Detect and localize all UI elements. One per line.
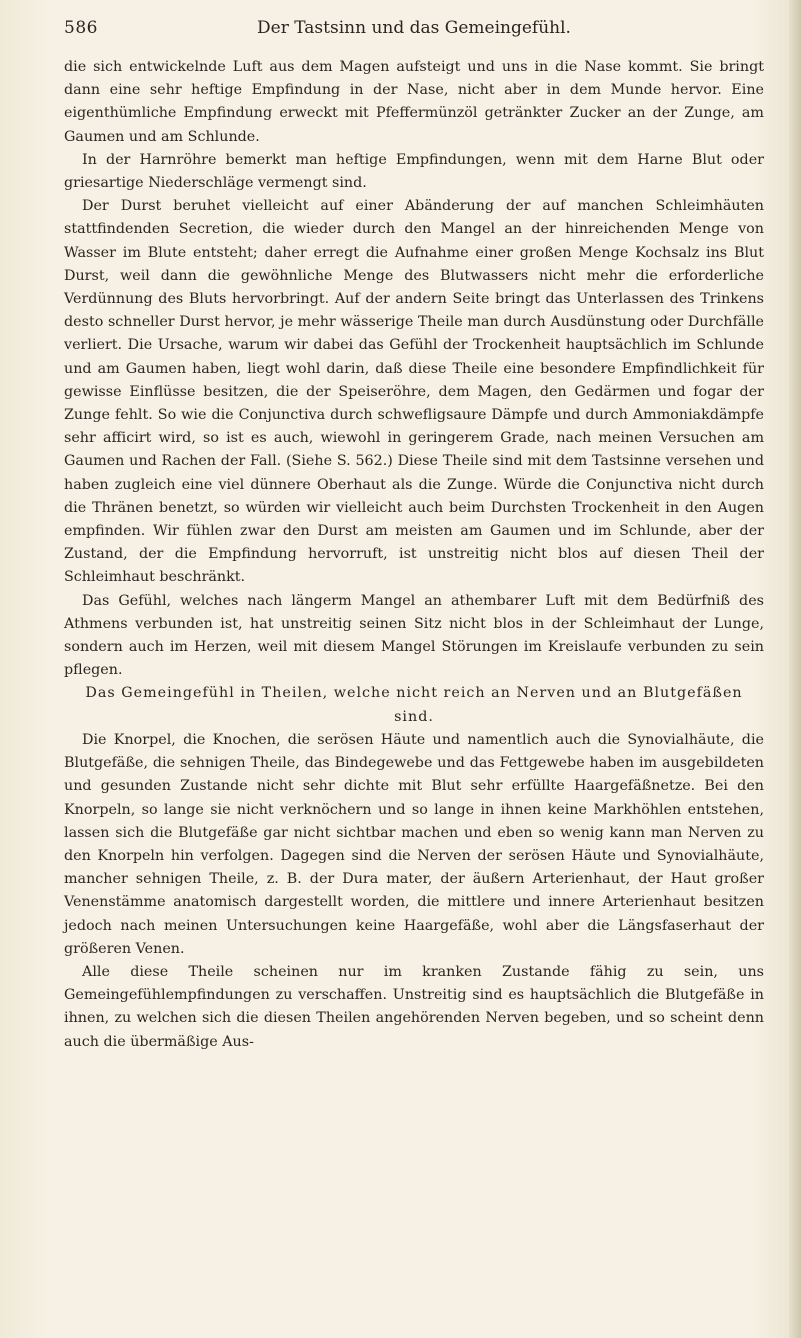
page-edge	[789, 0, 801, 1338]
paragraph: Alle diese Theile scheinen nur im kranken Zustande fähig zu sein, uns Gemeingefühlempfindungen zu verschaffen. Unstreitig sind es hauptsächlich die Blutgefäße in ihnen, zu welchen sich die diesen Theilen angehörenden Nerven begeben, und so scheint denn auch die übermäßige Aus-	[64, 963, 764, 1050]
page-number: 586	[64, 18, 98, 38]
body-text	[64, 56, 764, 1054]
running-header	[64, 16, 764, 46]
running-title: Der Tastsinn und das Gemeingefühl.	[257, 18, 571, 38]
paragraph: die sich entwickelnde Luft aus dem Magen aufsteigt und uns in die Nase kommt. Sie bringt dann eine sehr heftige Empfindung in der Nase, nicht aber in dem Munde hervor. Eine eigenthümliche Empfindung erweckt mit Pfeffermünzöl getränkter Zucker an der Zunge, am Gaumen und am Schlunde.	[64, 59, 764, 145]
section-heading: Das Gemeingefühl in Theilen, welche nicht reich an Nerven und an Blutgefäßen sind.	[85, 685, 743, 725]
paragraph: In der Harnröhre bemerkt man heftige Empfindungen, wenn mit dem Harne Blut oder griesartige Niederschläge vermengt sind.	[64, 151, 764, 192]
paragraph: Die Knorpel, die Knochen, die serösen Häute und namentlich auch die Synovialhäute, die Blutgefäße, die sehnigen Theile, das Bindegewebe und das Fettgewebe haben im ausgebildeten und gesunden Zustande nicht sehr dichte mit Blut sehr erfüllte Haargefäßnetze. Bei den Knorpeln, so lange sie nicht verknöchern und so lange in ihnen keine Markhöhlen entstehen, lassen sich die Blutgefäße gar nicht sichtbar machen und eben so wenig kann man Nerven zu den Knorpeln hin verfolgen. Dagegen sind die Nerven der serösen Häute und Synovialhäute, mancher sehnigen Theile, z. B. der Dura mater, der äußern Arterienhaut, der Haut großer Venenstämme anatomisch dargestellt worden, die mittlere und innere Arterienhaut besitzen jedoch nach meinen Untersuchungen keine Haargefäße, wohl aber die Längsfaserhaut der größeren Venen.	[64, 731, 764, 957]
paragraph: Der Durst beruhet vielleicht auf einer Abänderung der auf manchen Schleimhäuten stattfindenden Secretion, die wieder durch den Mangel an der hinreichenden Menge von Wasser im Blute entsteht; daher erregt die Aufnahme einer großen Menge Kochsalz ins Blut Durst, weil dann die gewöhnliche Menge des Blutwassers nicht mehr die erforderliche Verdünnung des Bluts hervorbringt. Auf der andern Seite bringt das Unterlassen des Trinkens desto schneller Durst hervor, je mehr wässerige Theile man durch Ausdünstung oder Durchfälle verliert. Die Ursache, warum wir dabei das Gefühl der Trockenheit hauptsächlich im Schlunde und am Gaumen haben, liegt wohl darin, daß diese Theile eine besondere Empfindlichkeit für gewisse Einflüsse besitzen, die der Speiseröhre, dem Magen, den Gedärmen und fogar der Zunge fehlt. So wie die Conjunctiva durch schwefligsaure Dämpfe und durch Ammoniakdämpfe sehr afficirt wird, so ist es auch, wiewohl in geringerem Grade, nach meinen Versuchen am Gaumen und Rachen der Fall. (Siehe S. 562.) Diese Theile sind mit dem Tastsinne versehen und haben zugleich eine viel dünnere Oberhaut als die Zunge. Würde die Conjunctiva nicht durch die Thränen benetzt, so würden wir vielleicht auch beim Durchsten Trockenheit in den Augen empfinden. Wir fühlen zwar den Durst am meisten am Gaumen und im Schlunde, aber der Zustand, der die Empfindung hervorruft, ist unstreitig nicht blos auf diesen Theil der Schleimhaut beschränkt.	[64, 198, 764, 586]
paragraph: Das Gefühl, welches nach längerm Mangel an athembarer Luft mit dem Bedürfniß des Athmens verbunden ist, hat unstreitig seinen Sitz nicht blos in der Schleimhaut der Lunge, sondern auch im Herzen, weil mit diesem Mangel Störungen im Kreislaufe verbunden zu sein pflegen.	[64, 592, 764, 679]
